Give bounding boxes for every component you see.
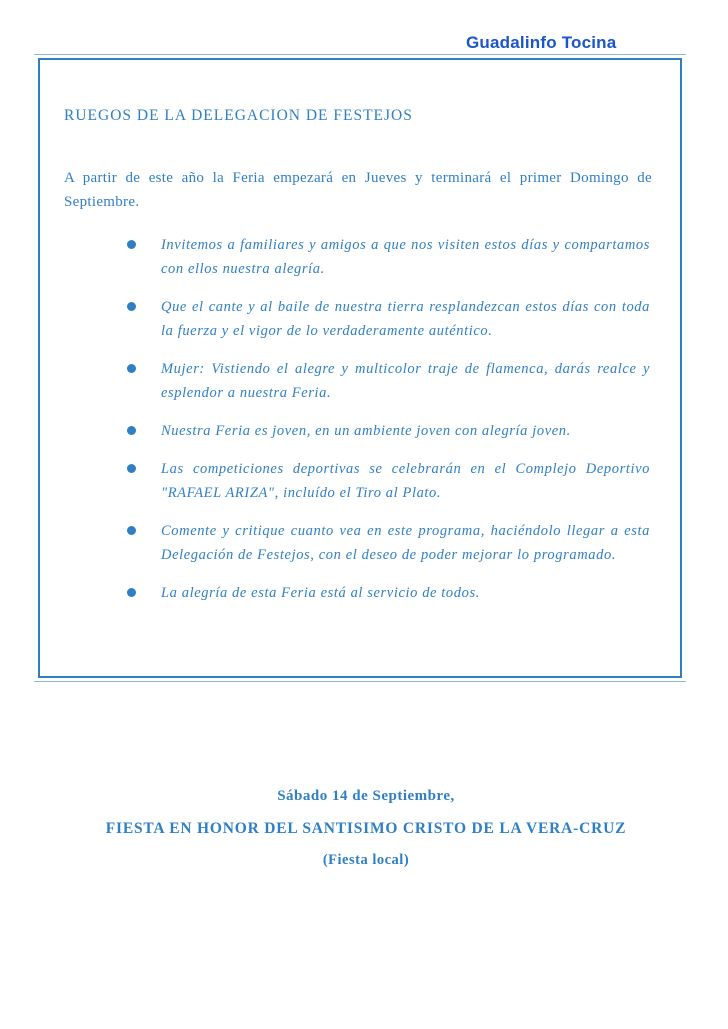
notice-intro: A partir de este año la Feria empezará en Jueves y terminará el primer Domingo de Septiembre. [64,170,652,210]
bullet-item [64,233,654,281]
bullet-dot-icon [127,588,136,597]
event-title: FIESTA EN HONOR DEL SANTISIMO CRISTO DE LA VERA-CRUZ [105,820,627,837]
bullet-item [64,419,654,443]
watermark-text: Guadalinfo Tocina [466,33,617,52]
bullet-dot-icon [127,464,136,473]
bullet-dot-icon [127,302,136,311]
bullet-text: Las competiciones deportivas se celebrarán en el Complejo Deportivo "RAFAEL ARIZA", incluído el Tiro al Plato. [161,461,650,501]
bullet-text: Comente y critique cuanto vea en este programa, haciéndolo llegar a esta Delegación de Festejos, con el deseo de poder mejorar lo programado. [161,523,650,563]
bullet-text: Nuestra Feria es joven, en un ambiente joven con alegría joven. [161,423,571,439]
bullet-dot-icon [127,240,136,249]
bullet-dot-icon [127,526,136,535]
bullet-text: Invitemos a familiares y amigos a que nos visiten estos días y compartamos con ellos nuestra alegría. [161,237,650,277]
event-note: (Fiesta local) [322,852,410,868]
bullet-item [64,357,654,405]
bullet-text: La alegría de esta Feria está al servicio de todos. [161,585,480,601]
bullet-text: Mujer: Vistiendo el alegre y multicolor traje de flamenca, darás realce y esplendor a nuestra Feria. [161,361,650,401]
notice-bullet-list [64,233,654,619]
bullet-dot-icon [127,426,136,435]
bullet-item [64,457,654,505]
bullet-item [64,581,654,605]
event-date: Sábado 14 de Septiembre, [277,788,455,804]
bullet-item [64,295,654,343]
notice-heading: RUEGOS DE LA DELEGACION DE FESTEJOS [64,107,413,124]
bullet-dot-icon [127,364,136,373]
bullet-text: Que el cante y al baile de nuestra tierra resplandezcan estos días con toda la fuerza y el vigor de lo verdaderamente auténtico. [161,299,650,339]
bullet-item [64,519,654,567]
